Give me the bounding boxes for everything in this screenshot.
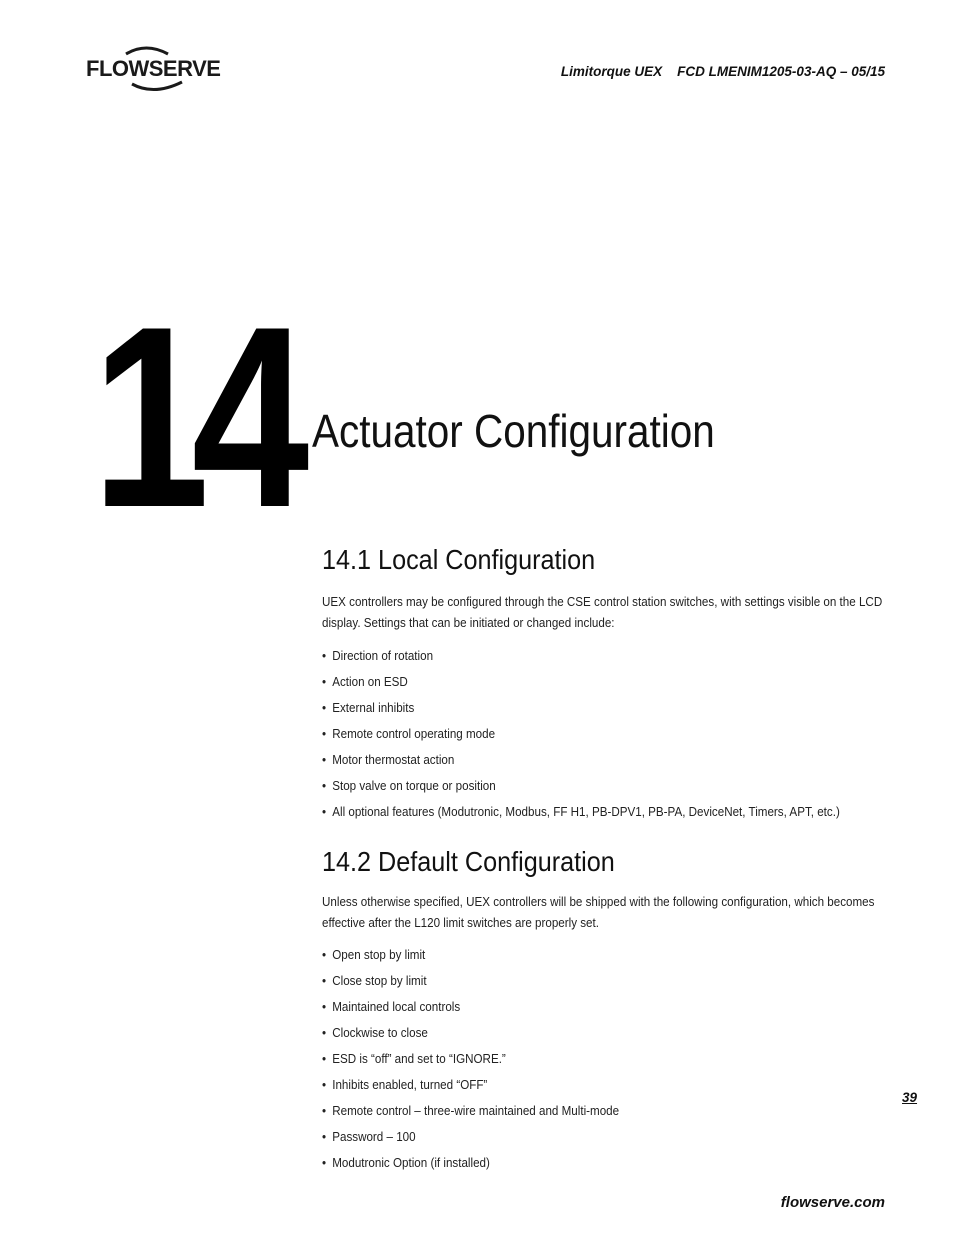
list-item: • Remote control – three-wire maintained and Multi-mode <box>322 1104 620 1118</box>
section-heading: 14.1 Local Configuration <box>322 544 596 575</box>
list-item: • External inhibits <box>322 701 415 715</box>
flowserve-logo <box>86 44 226 96</box>
list-item: • ESD is “off” and set to “IGNORE.” <box>322 1052 506 1066</box>
bullet-list <box>322 643 892 825</box>
document-reference: Limitorque UEX FCD LMENIM1205-03-AQ – 05/15 <box>560 64 885 79</box>
list-item: • Action on ESD <box>322 675 408 689</box>
section-heading: 14.2 Default Configuration <box>322 846 615 877</box>
bullet-list <box>322 942 892 1176</box>
list-item: • Password – 100 <box>322 1130 416 1144</box>
list-item: • Open stop by limit <box>322 948 426 962</box>
page-number: 39 <box>902 1090 918 1105</box>
list-item: • Maintained local controls <box>322 1000 461 1014</box>
chapter-number: 14 <box>92 272 292 561</box>
section-intro: Unless otherwise specified, UEX controllers will be shipped with the following configuration, which becomes effective after the L120 limit switches are properly set. <box>322 895 875 930</box>
list-item: • Stop valve on torque or position <box>322 779 496 793</box>
list-item: • Direction of rotation <box>322 649 434 663</box>
logo-text: FLOWSERVE <box>86 56 221 81</box>
logo-swoosh-icon <box>86 44 226 96</box>
list-item: • Modutronic Option (if installed) <box>322 1156 490 1170</box>
list-item: • Inhibits enabled, turned “OFF” <box>322 1078 488 1092</box>
list-item: • All optional features (Modutronic, Modbus, FF H1, PB-DPV1, PB-PA, DeviceNet, Timers, APT, etc.) <box>322 805 840 819</box>
chapter-title: Actuator Configuration <box>312 405 715 457</box>
section-default-configuration <box>322 846 892 1176</box>
list-item: • Motor thermostat action <box>322 753 455 767</box>
list-item: • Clockwise to close <box>322 1026 428 1040</box>
footer-website-link[interactable]: flowserve.com <box>780 1194 885 1211</box>
list-item: • Remote control operating mode <box>322 727 496 741</box>
list-item: • Close stop by limit <box>322 974 427 988</box>
section-local-configuration <box>322 544 892 825</box>
section-intro: UEX controllers may be configured through the CSE control station switches, with settings visible on the LCD display. Settings that can be initiated or changed include: <box>322 595 883 630</box>
